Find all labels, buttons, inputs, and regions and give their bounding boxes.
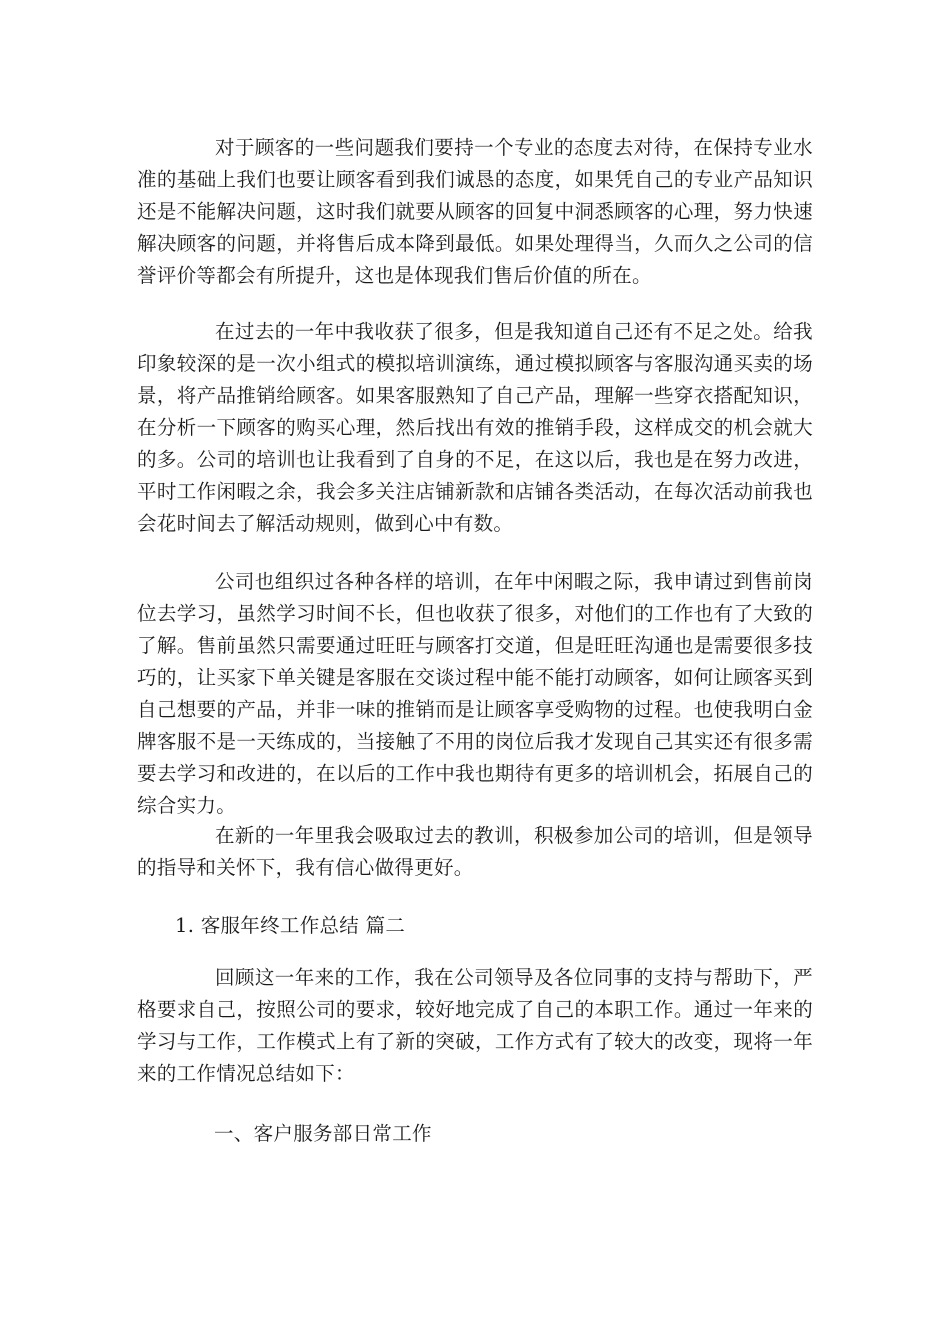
paragraph-new-year-resolution: 在新的一年里我会吸取过去的教训，积极参加公司的培训，但是领导的指导和关怀下，我有信心做得更好。 (137, 824, 813, 879)
paragraph-after-sales-attitude: 对于顾客的一些问题我们要持一个专业的态度去对待，在保持专业水准的基础上我们也要让顾客看到我们诚恳的态度，如果凭自己的专业产品知识还是不能解决问题，这时我们就要从顾客的回复中洞悉顾客的心理，努力快速解决顾客的问题，并将售后成本降到最低。如果处理得当，久而久之公司的信誉评价等都会有所提升，这也是体现我们售后价值的所在。 (137, 136, 813, 287)
section-title: 1. 客服年终工作总结 篇二 (175, 914, 406, 937)
paragraph-year-review-intro: 回顾这一年来的工作，我在公司领导及各位同事的支持与帮助下，严格要求自己，按照公司的要求，较好地完成了自己的本职工作。通过一年来的学习与工作，工作模式上有了新的突破，工作方式有了较大的改变，现将一年来的工作情况总结如下： (137, 966, 813, 1085)
subsection-title: 一、客户服务部日常工作 (214, 1122, 432, 1145)
paragraph-training-experience: 在过去的一年中我收获了很多，但是我知道自己还有不足之处。给我印象较深的是一次小组式的模拟培训演练，通过模拟顾客与客服沟通买卖的场景，将产品推销给顾客。如果客服熟知了自己产品，理解一些穿衣搭配知识，在分析一下顾客的购买心理，然后找出有效的推销手段，这样成交的机会就大的多。公司的培训也让我看到了自身的不足，在这以后，我也是在努力改进，平时工作闲暇之余，我会多关注店铺新款和店铺各类活动，在每次活动前我也会花时间去了解活动规则，做到心中有数。 (137, 320, 813, 535)
paragraph-presales-learning: 公司也组织过各种各样的培训，在年中闲暇之际，我申请过到售前岗位去学习，虽然学习时间不长，但也收获了很多，对他们的工作也有了大致的了解。售前虽然只需要通过旺旺与顾客打交道，但是旺旺沟通也是需要很多技巧的，让买家下单关键是客服在交谈过程中能不能打动顾客，如何让顾客买到自己想要的产品，并非一味的推销而是让顾客享受购物的过程。也使我明白金牌客服不是一天练成的，当接触了不用的岗位后我才发现自己其实还有很多需要去学习和改进的，在以后的工作中我也期待有更多的培训机会，拓展自己的综合实力。 (137, 570, 813, 817)
